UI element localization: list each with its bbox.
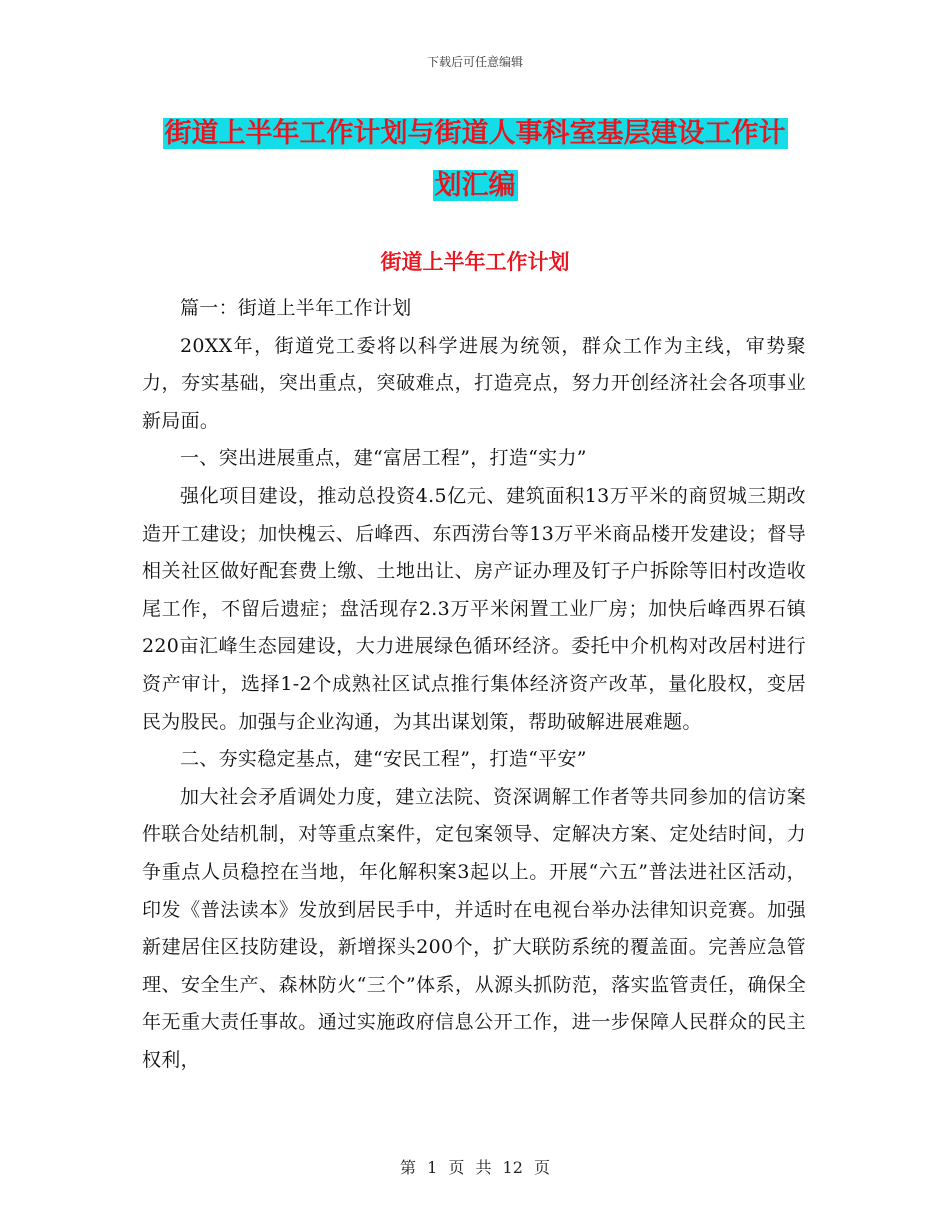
paragraph: 篇一：街道上半年工作计划 — [180, 297, 412, 319]
header-note: 下载后可任意编辑 — [426, 55, 523, 69]
paragraph: 加大社会矛盾调处力度，建立法院、资深调解工作者等共同参加的信访案件联合处结机制，对等重点案件，定包案领导、定解决方案、定处结时间，力争重点人员稳控在当地，年化解积案3起以上。开展“六五”普法进社区活动，印发《普法读本》发放到居民手中，并适时在电视台举办法律知识竞赛。加强新建居住区技防建设，新增探头200个，扩大联防系统的覆盖面。完善应急管理、安全生产、森林防火“三个”体系，从源头抓防范，落实监管责任，确保全年无重大责任事故。通过实施政府信息公开工作，进一步保障人民群众的民主权利， — [142, 785, 806, 1071]
body-text — [142, 290, 806, 1079]
document-title — [0, 108, 950, 212]
section-title: 街道上半年工作计划 — [380, 250, 570, 274]
paragraph: 二、夯实稳定基点，建“安民工程”，打造“平安” — [180, 748, 587, 771]
title-line-1: 街道上半年工作计划与街道人事科室基层建设工作计 — [164, 118, 786, 149]
paragraph: 20XX年，街道党工委将以科学进展为统领，群众工作为主线，审势聚力，夯实基础，突出重点，突破难点，打造亮点，努力开创经济社会各项事业新局面。 — [142, 334, 806, 432]
page-footer: 第 1 页 共 12 页 — [400, 1158, 550, 1177]
paragraph: 强化项目建设，推动总投资4.5亿元、建筑面积13万平米的商贸城三期改造开工建设；加快槐云、后峰西、东西涝台等13万平米商品楼开发建设；督导相关社区做好配套费上缴、土地出让、房产证办理及钉子户拆除等旧村改造收尾工作，不留后遗症；盘活现存2.3万平米闲置工业厂房；加快后峰西界石镇220亩汇峰生态园建设，大力进展绿色循环经济。委托中介机构对改居村进行资产审计，选择1-2个成熟社区试点推行集体经济资产改革，量化股权，变居民为股民。加强与企业沟通，为其出谋划策，帮助破解进展难题。 — [142, 484, 806, 733]
title-line-2: 划汇编 — [434, 170, 516, 201]
paragraph: 一、突出进展重点，建“富居工程”，打造“实力” — [180, 447, 587, 470]
